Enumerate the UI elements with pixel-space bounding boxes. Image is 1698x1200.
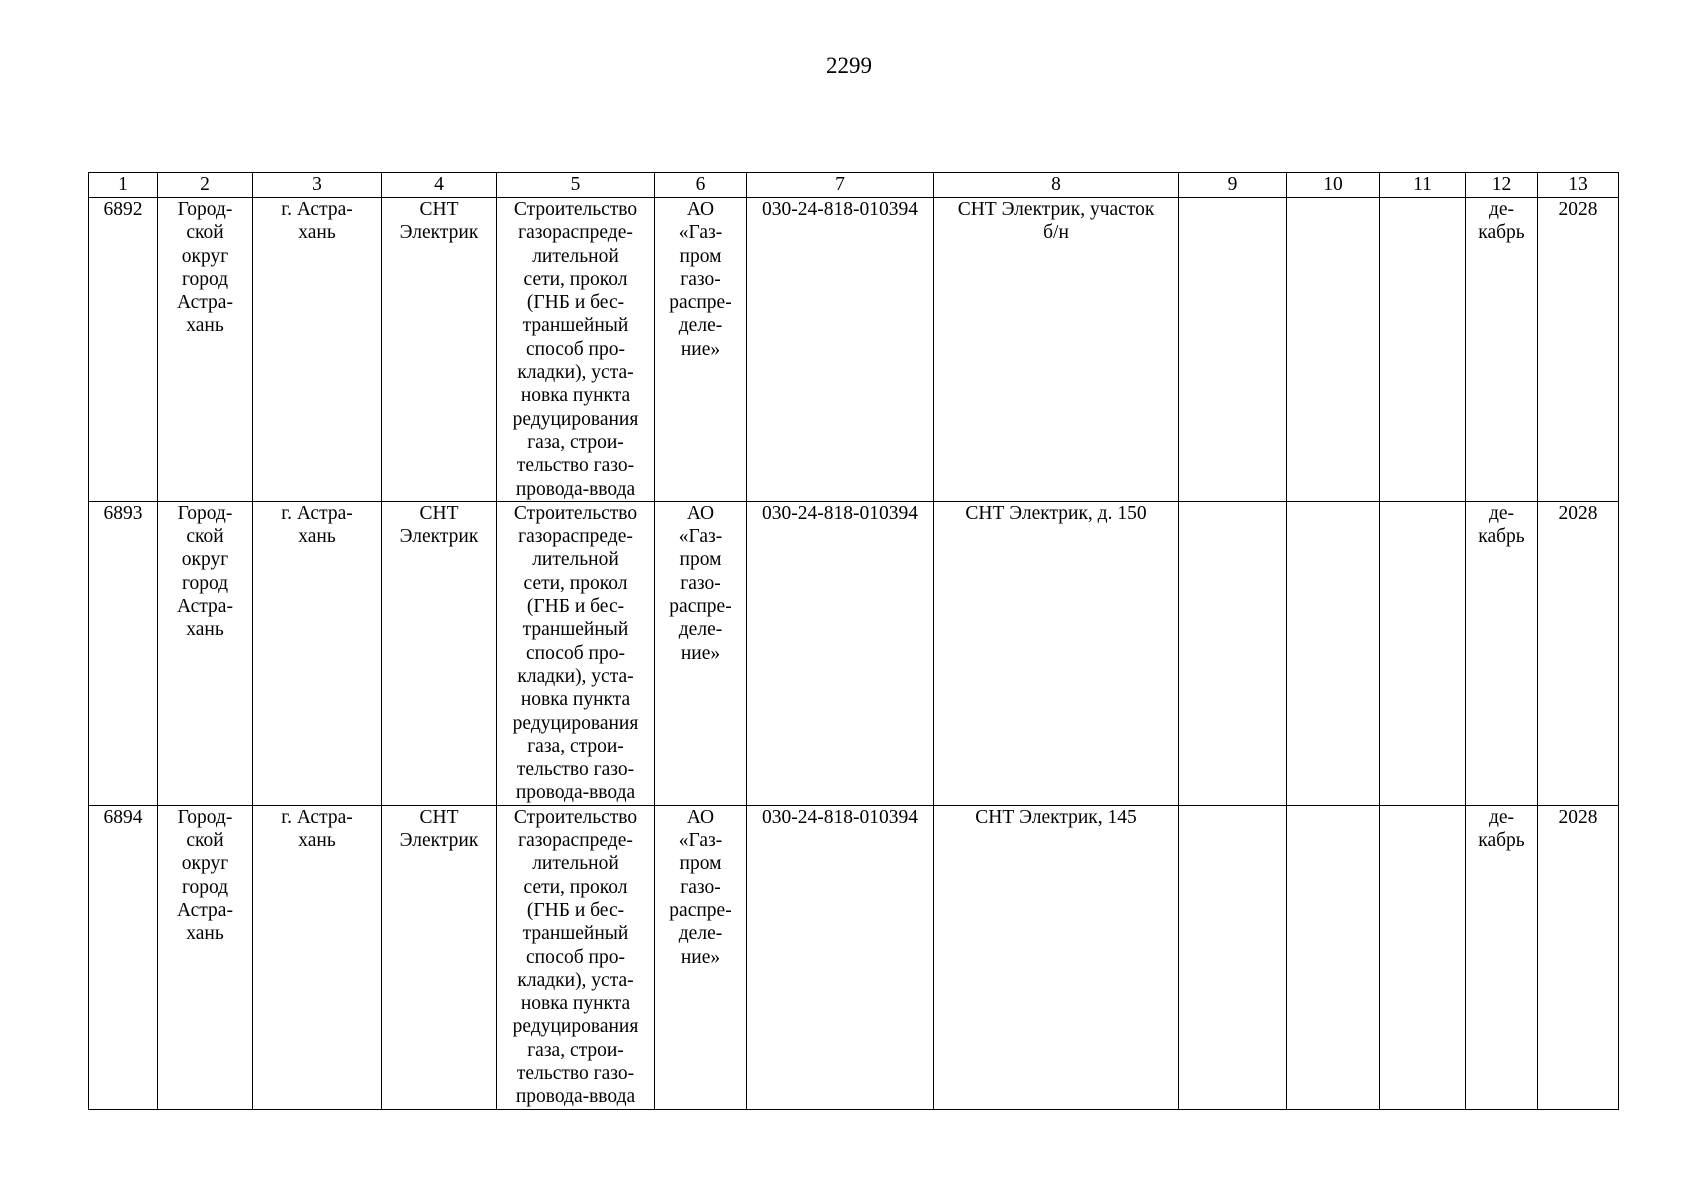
page-number: 2299	[826, 53, 872, 78]
cell-text: АО «Газ- пром газо- распре- деле- ние»	[669, 199, 732, 360]
column-header-4: 4	[382, 173, 497, 198]
cell-text: Строительство газораспреде- лительной сети, прокол (ГНБ и бес- траншейный способ про- кладки), уста- новка пункта редуцирования газа, строи- тельство газо- провода-ввода	[512, 806, 639, 1108]
cell-col-9	[1179, 198, 1287, 502]
column-header-13: 13	[1538, 173, 1619, 198]
cell-organization	[655, 805, 747, 1109]
cell-municipality	[158, 198, 253, 502]
cell-code	[747, 198, 934, 502]
cell-text: СНТ Электрик, д. 150	[965, 502, 1147, 524]
header-row	[89, 173, 1619, 198]
cell-text: АО «Газ- пром газо- распре- деле- ние»	[669, 502, 732, 664]
cell-col-11	[1380, 805, 1466, 1109]
cell-object	[382, 198, 497, 502]
cell-text: СНТ Электрик	[399, 502, 479, 548]
cell-month	[1466, 198, 1538, 502]
cell-row-number	[89, 805, 158, 1109]
cell-text: 030-24-818-010394	[762, 502, 918, 524]
cell-settlement	[253, 198, 382, 502]
cell-code	[747, 805, 934, 1109]
cell-municipality	[158, 501, 253, 805]
data-table	[88, 172, 1619, 1110]
cell-text: де- кабрь	[1478, 199, 1525, 244]
cell-text: 030-24-818-010394	[762, 806, 918, 828]
cell-text: Город- ской округ город Астра- хань	[177, 806, 233, 945]
table-row	[89, 501, 1619, 805]
cell-text: г. Астра- хань	[281, 806, 353, 852]
cell-year	[1538, 805, 1619, 1109]
cell-text: 030-24-818-010394	[762, 199, 918, 220]
cell-text: АО «Газ- пром газо- распре- деле- ние»	[669, 806, 732, 968]
cell-address	[934, 805, 1179, 1109]
cell-settlement	[253, 501, 382, 805]
cell-month	[1466, 501, 1538, 805]
cell-text: г. Астра- хань	[281, 199, 353, 244]
cell-text: 2028	[1558, 199, 1598, 220]
cell-text: 2028	[1558, 502, 1598, 524]
cell-year	[1538, 198, 1619, 502]
cell-row-number	[89, 198, 158, 502]
cell-object	[382, 805, 497, 1109]
cell-col-11	[1380, 198, 1466, 502]
column-header-6: 6	[655, 173, 747, 198]
column-header-5: 5	[497, 173, 655, 198]
cell-col-9	[1179, 805, 1287, 1109]
cell-works	[497, 501, 655, 805]
cell-col-10	[1287, 805, 1380, 1109]
cell-address	[934, 198, 1179, 502]
cell-text: СНТ Электрик	[399, 806, 479, 852]
cell-object	[382, 501, 497, 805]
cell-text: де- кабрь	[1478, 502, 1525, 548]
cell-works	[497, 198, 655, 502]
cell-text: СНТ Электрик, участок б/н	[957, 199, 1155, 244]
cell-text: СНТ Электрик, 145	[975, 806, 1137, 828]
table-row	[89, 198, 1619, 502]
cell-text: СНТ Электрик	[399, 199, 479, 244]
cell-text: г. Астра- хань	[281, 502, 353, 548]
cell-col-9	[1179, 501, 1287, 805]
column-header-3: 3	[253, 173, 382, 198]
cell-code	[747, 501, 934, 805]
cell-text: Строительство газораспреде- лительной сети, прокол (ГНБ и бес- траншейный способ про- кладки), уста- новка пункта редуцирования газа, строи- тельство газо- провода-ввода	[512, 502, 639, 804]
cell-col-10	[1287, 198, 1380, 502]
cell-text: Город- ской округ город Астра- хань	[177, 199, 233, 337]
column-header-2: 2	[158, 173, 253, 198]
cell-text: де- кабрь	[1478, 806, 1525, 852]
cell-organization	[655, 501, 747, 805]
cell-text: 6894	[103, 806, 143, 828]
cell-address	[934, 501, 1179, 805]
cell-text: 6893	[103, 502, 143, 524]
cell-text: 6892	[103, 199, 143, 220]
column-header-10: 10	[1287, 173, 1380, 198]
table-row	[89, 805, 1619, 1109]
cell-text: Строительство газораспреде- лительной сети, прокол (ГНБ и бес- траншейный способ про- кладки), уста- новка пункта редуцирования газа, строи- тельство газо- провода-ввода	[512, 199, 639, 500]
column-header-1: 1	[89, 173, 158, 198]
cell-year	[1538, 501, 1619, 805]
cell-col-10	[1287, 501, 1380, 805]
column-header-9: 9	[1179, 173, 1287, 198]
cell-municipality	[158, 805, 253, 1109]
cell-settlement	[253, 805, 382, 1109]
column-header-8: 8	[934, 173, 1179, 198]
column-header-12: 12	[1466, 173, 1538, 198]
cell-text: Город- ской округ город Астра- хань	[177, 502, 233, 641]
column-header-11: 11	[1380, 173, 1466, 198]
cell-row-number	[89, 501, 158, 805]
cell-organization	[655, 198, 747, 502]
cell-col-11	[1380, 501, 1466, 805]
column-header-7: 7	[747, 173, 934, 198]
cell-text: 2028	[1558, 806, 1598, 828]
cell-works	[497, 805, 655, 1109]
cell-month	[1466, 805, 1538, 1109]
